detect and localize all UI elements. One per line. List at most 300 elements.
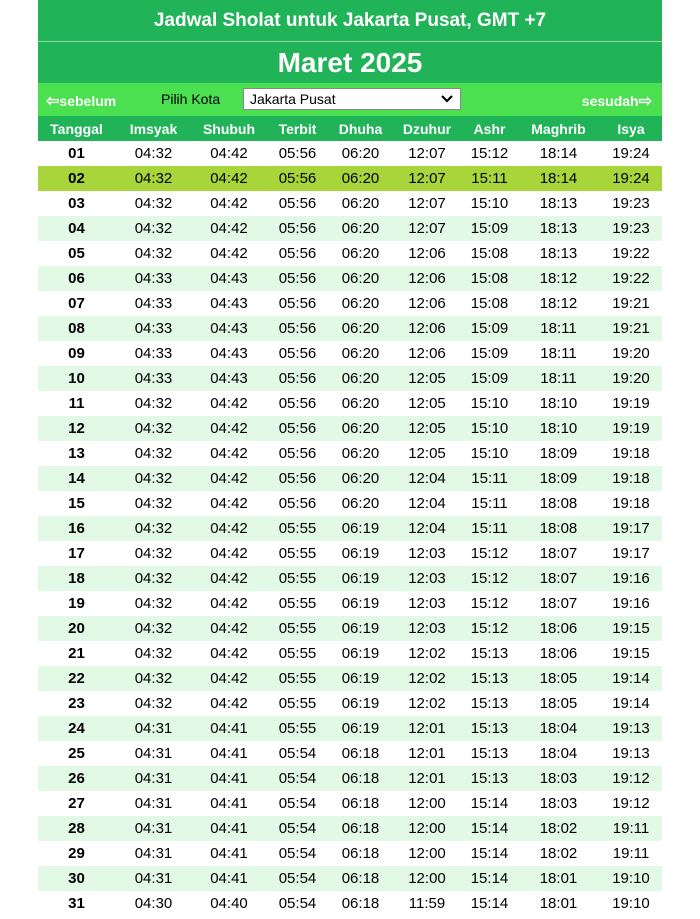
time-cell: 05:56 — [266, 466, 329, 491]
time-cell: 12:03 — [408, 545, 446, 562]
column-header: Maghrib — [517, 116, 600, 141]
table-row — [38, 566, 662, 591]
time-cell: 19:19 — [600, 416, 662, 441]
time-cell: 18:07 — [539, 545, 578, 562]
time-cell: 06:20 — [341, 295, 380, 312]
time-cell: 04:42 — [192, 516, 266, 541]
time-cell: 04:41 — [210, 795, 248, 812]
time-cell: 19:13 — [600, 716, 662, 741]
time-cell: 04:32 — [115, 216, 192, 241]
city-select-value: Jakarta Pusat — [250, 91, 336, 107]
time-cell: 18:10 — [539, 395, 578, 412]
time-cell: 15:10 — [462, 416, 517, 441]
date-cell: 08 — [38, 316, 115, 341]
time-cell: 05:56 — [278, 195, 317, 212]
time-cell: 18:14 — [517, 166, 600, 191]
time-cell: 06:19 — [329, 566, 392, 591]
time-cell: 15:12 — [462, 566, 517, 591]
time-cell: 06:18 — [341, 895, 380, 912]
time-cell: 18:07 — [539, 595, 578, 612]
time-cell: 04:42 — [210, 145, 248, 162]
time-cell: 15:14 — [470, 895, 509, 912]
time-cell: 05:56 — [278, 395, 317, 412]
date-cell: 12 — [38, 416, 115, 441]
table-row — [38, 891, 662, 916]
time-cell: 06:19 — [341, 695, 380, 712]
table-row — [38, 841, 662, 866]
time-cell: 18:02 — [517, 816, 600, 841]
time-cell: 06:20 — [341, 245, 380, 262]
time-cell: 04:33 — [134, 295, 173, 312]
arrow-left-icon: ⇦ — [46, 93, 60, 110]
date-cell: 11 — [68, 395, 85, 412]
date-cell: 23 — [68, 695, 85, 712]
time-cell: 15:13 — [470, 645, 509, 662]
time-cell: 04:31 — [115, 816, 192, 841]
time-cell: 06:20 — [341, 445, 380, 462]
arrow-right-icon: ⇨ — [638, 93, 652, 110]
time-cell: 18:12 — [517, 266, 600, 291]
table-row — [38, 416, 662, 441]
time-cell: 12:03 — [408, 595, 446, 612]
time-cell: 04:43 — [210, 345, 248, 362]
time-cell: 12:05 — [408, 445, 446, 462]
time-cell: 15:08 — [462, 266, 517, 291]
time-cell: 04:41 — [210, 845, 248, 862]
time-cell: 05:55 — [266, 566, 329, 591]
time-cell: 04:32 — [134, 395, 173, 412]
time-cell: 19:12 — [600, 766, 662, 791]
time-cell: 19:24 — [600, 166, 662, 191]
time-cell: 19:10 — [600, 866, 662, 891]
time-cell: 05:56 — [278, 495, 317, 512]
time-cell: 19:16 — [600, 566, 662, 591]
table-row — [38, 766, 662, 791]
date-cell: 21 — [68, 645, 85, 662]
time-cell: 04:31 — [134, 795, 173, 812]
time-cell: 18:13 — [539, 195, 578, 212]
time-cell: 04:32 — [134, 445, 173, 462]
date-cell: 07 — [68, 295, 85, 312]
table-row — [38, 166, 662, 191]
time-cell: 05:54 — [266, 766, 329, 791]
time-cell: 04:31 — [115, 716, 192, 741]
schedule-table — [38, 116, 662, 916]
time-cell: 12:01 — [392, 766, 462, 791]
time-cell: 12:00 — [392, 816, 462, 841]
time-cell: 05:56 — [266, 366, 329, 391]
column-header: Terbit — [266, 116, 329, 141]
table-row — [38, 866, 662, 891]
time-cell: 06:20 — [341, 345, 380, 362]
month-title: Maret 2025 — [277, 47, 423, 78]
time-cell: 15:11 — [462, 466, 517, 491]
time-cell: 05:55 — [278, 595, 317, 612]
time-cell: 04:42 — [192, 616, 266, 641]
next-label: sesudah — [581, 93, 639, 109]
time-cell: 15:11 — [462, 166, 517, 191]
column-header: Isya — [600, 116, 662, 141]
page-title: Jadwal Sholat untuk Jakarta Pusat, GMT +7 — [38, 0, 662, 42]
date-cell: 01 — [68, 145, 85, 162]
time-cell: 18:11 — [517, 316, 600, 341]
time-cell: 19:11 — [612, 845, 650, 862]
table-row — [38, 616, 662, 641]
next-month-link[interactable] — [582, 91, 652, 111]
time-cell: 12:01 — [408, 745, 446, 762]
time-cell: 15:10 — [470, 445, 509, 462]
date-cell: 15 — [68, 495, 85, 512]
date-cell: 25 — [68, 745, 85, 762]
time-cell: 18:05 — [517, 666, 600, 691]
time-cell: 18:09 — [539, 445, 578, 462]
time-cell: 05:56 — [278, 345, 317, 362]
time-cell: 18:07 — [517, 566, 600, 591]
date-cell: 17 — [68, 545, 85, 562]
chevron-down-icon — [440, 89, 454, 115]
time-cell: 06:18 — [341, 745, 380, 762]
time-cell: 12:03 — [392, 616, 462, 641]
time-cell: 18:01 — [517, 866, 600, 891]
prev-label: sebelum — [59, 93, 117, 109]
time-cell: 19:21 — [600, 316, 662, 341]
time-cell: 06:18 — [329, 816, 392, 841]
time-cell: 15:10 — [470, 395, 509, 412]
column-header: Dhuha — [329, 116, 392, 141]
time-cell: 12:00 — [408, 795, 446, 812]
prayer-schedule — [38, 0, 662, 916]
time-cell: 04:32 — [115, 416, 192, 441]
time-cell: 05:55 — [278, 695, 317, 712]
time-cell: 04:42 — [210, 645, 248, 662]
time-cell: 19:19 — [612, 395, 650, 412]
date-cell: 29 — [68, 845, 85, 862]
time-cell: 19:20 — [612, 345, 650, 362]
time-cell: 04:43 — [192, 266, 266, 291]
time-cell: 12:03 — [392, 566, 462, 591]
time-cell: 18:10 — [517, 416, 600, 441]
table-row — [38, 691, 662, 716]
date-cell: 22 — [38, 666, 115, 691]
time-cell: 05:55 — [278, 645, 317, 662]
table-row — [38, 466, 662, 491]
table-row — [38, 241, 662, 266]
time-cell: 19:24 — [612, 145, 650, 162]
table-row — [38, 441, 662, 466]
time-cell: 05:54 — [278, 895, 317, 912]
time-cell: 06:18 — [329, 766, 392, 791]
time-cell: 06:20 — [329, 316, 392, 341]
time-cell: 15:11 — [462, 516, 517, 541]
time-cell: 15:11 — [471, 495, 508, 512]
table-header-row — [38, 116, 662, 141]
time-cell: 15:09 — [462, 216, 517, 241]
time-cell: 06:19 — [329, 716, 392, 741]
time-cell: 19:16 — [612, 595, 650, 612]
table-row — [38, 666, 662, 691]
time-cell: 18:08 — [517, 516, 600, 541]
time-cell: 19:18 — [612, 495, 650, 512]
time-cell: 12:04 — [392, 466, 462, 491]
time-cell: 18:11 — [540, 345, 577, 362]
time-cell: 06:20 — [329, 266, 392, 291]
date-cell: 20 — [38, 616, 115, 641]
table-row — [38, 491, 662, 516]
time-cell: 15:13 — [470, 745, 509, 762]
time-cell: 18:12 — [539, 295, 578, 312]
time-cell: 05:56 — [266, 166, 329, 191]
time-cell: 06:20 — [341, 145, 380, 162]
table-row — [38, 716, 662, 741]
time-cell: 12:04 — [408, 495, 446, 512]
column-header: Imsyak — [115, 116, 192, 141]
time-cell: 12:06 — [408, 295, 446, 312]
time-cell: 04:42 — [210, 445, 248, 462]
time-cell: 06:19 — [341, 545, 380, 562]
prev-month-link[interactable] — [46, 91, 116, 111]
time-cell: 12:01 — [392, 716, 462, 741]
time-cell: 05:54 — [278, 745, 317, 762]
date-cell: 31 — [68, 895, 85, 912]
time-cell: 12:06 — [408, 345, 446, 362]
table-row — [38, 366, 662, 391]
time-cell: 19:13 — [612, 745, 650, 762]
time-cell: 05:56 — [278, 245, 317, 262]
column-header: Tanggal — [38, 116, 115, 141]
time-cell: 19:14 — [612, 695, 650, 712]
time-cell: 06:19 — [329, 666, 392, 691]
time-cell: 18:05 — [539, 695, 578, 712]
table-row — [38, 266, 662, 291]
table-body — [38, 141, 662, 916]
time-cell: 19:12 — [612, 795, 650, 812]
time-cell: 15:09 — [462, 366, 517, 391]
date-cell: 13 — [68, 445, 85, 462]
time-cell: 04:30 — [134, 895, 173, 912]
time-cell: 04:42 — [210, 695, 248, 712]
date-cell: 30 — [38, 866, 115, 891]
time-cell: 04:32 — [115, 666, 192, 691]
time-cell: 18:09 — [517, 466, 600, 491]
time-cell: 05:56 — [266, 416, 329, 441]
time-cell: 04:31 — [115, 766, 192, 791]
time-cell: 05:55 — [278, 545, 317, 562]
time-cell: 05:56 — [266, 266, 329, 291]
time-cell: 12:06 — [392, 316, 462, 341]
time-cell: 04:32 — [134, 545, 173, 562]
time-cell: 04:32 — [134, 195, 173, 212]
table-row — [38, 741, 662, 766]
time-cell: 05:55 — [266, 716, 329, 741]
time-cell: 11:59 — [408, 895, 446, 912]
time-cell: 04:42 — [192, 466, 266, 491]
time-cell: 04:41 — [192, 816, 266, 841]
time-cell: 19:23 — [600, 216, 662, 241]
time-cell: 12:02 — [408, 695, 446, 712]
time-cell: 19:22 — [612, 245, 650, 262]
time-cell: 05:54 — [278, 795, 317, 812]
time-cell: 04:43 — [192, 316, 266, 341]
time-cell: 04:32 — [134, 645, 173, 662]
time-cell: 19:17 — [600, 516, 662, 541]
time-cell: 15:13 — [462, 666, 517, 691]
nav-bar — [38, 83, 662, 116]
time-cell: 15:14 — [470, 795, 509, 812]
time-cell: 05:54 — [278, 845, 317, 862]
time-cell: 18:01 — [539, 895, 578, 912]
time-cell: 15:09 — [470, 345, 509, 362]
column-header: Shubuh — [192, 116, 266, 141]
time-cell: 18:04 — [517, 716, 600, 741]
time-cell: 04:41 — [192, 766, 266, 791]
time-cell: 04:32 — [115, 466, 192, 491]
time-cell: 04:32 — [134, 145, 173, 162]
time-cell: 18:06 — [517, 616, 600, 641]
time-cell: 12:05 — [392, 366, 462, 391]
time-cell: 04:32 — [134, 695, 173, 712]
time-cell: 06:19 — [329, 616, 392, 641]
time-cell: 15:12 — [470, 595, 509, 612]
time-cell: 18:13 — [539, 245, 578, 262]
time-cell: 04:43 — [210, 295, 248, 312]
date-cell: 27 — [68, 795, 85, 812]
time-cell: 19:10 — [612, 895, 650, 912]
time-cell: 06:20 — [329, 216, 392, 241]
table-row — [38, 341, 662, 366]
time-cell: 05:54 — [266, 816, 329, 841]
time-cell: 15:14 — [470, 845, 509, 862]
time-cell: 04:42 — [192, 216, 266, 241]
city-select[interactable] — [243, 88, 461, 110]
time-cell: 06:19 — [329, 516, 392, 541]
time-cell: 18:03 — [517, 766, 600, 791]
time-cell: 19:14 — [600, 666, 662, 691]
table-row — [38, 541, 662, 566]
table-row — [38, 291, 662, 316]
city-label: Pilih Kota — [161, 91, 221, 107]
time-cell: 19:23 — [612, 195, 650, 212]
time-cell: 15:08 — [470, 295, 509, 312]
time-cell: 18:04 — [539, 745, 578, 762]
time-cell: 04:40 — [210, 895, 248, 912]
time-cell: 04:42 — [192, 416, 266, 441]
date-cell: 28 — [38, 816, 115, 841]
time-cell: 12:07 — [392, 216, 462, 241]
time-cell: 15:09 — [462, 316, 517, 341]
date-cell: 14 — [38, 466, 115, 491]
time-cell: 12:00 — [392, 866, 462, 891]
time-cell: 04:31 — [134, 845, 173, 862]
time-cell: 04:32 — [134, 595, 173, 612]
table-row — [38, 316, 662, 341]
time-cell: 18:14 — [539, 145, 578, 162]
time-cell: 06:18 — [341, 795, 380, 812]
time-cell: 04:32 — [115, 616, 192, 641]
time-cell: 04:33 — [115, 316, 192, 341]
time-cell: 05:54 — [266, 866, 329, 891]
time-cell: 12:06 — [392, 266, 462, 291]
table-row — [38, 216, 662, 241]
date-cell: 10 — [38, 366, 115, 391]
date-cell: 19 — [68, 595, 85, 612]
time-cell: 04:42 — [192, 666, 266, 691]
time-cell: 06:20 — [329, 166, 392, 191]
time-cell: 04:42 — [210, 195, 248, 212]
time-cell: 12:02 — [408, 645, 446, 662]
time-cell: 05:55 — [266, 666, 329, 691]
time-cell: 12:06 — [408, 245, 446, 262]
date-cell: 26 — [38, 766, 115, 791]
time-cell: 05:55 — [266, 516, 329, 541]
time-cell: 04:32 — [134, 245, 173, 262]
time-cell: 04:42 — [210, 495, 248, 512]
time-cell: 04:32 — [115, 516, 192, 541]
table-row — [38, 641, 662, 666]
time-cell: 12:05 — [392, 416, 462, 441]
time-cell: 04:32 — [115, 166, 192, 191]
time-cell: 15:13 — [462, 766, 517, 791]
time-cell: 15:14 — [462, 816, 517, 841]
date-cell: 02 — [38, 166, 115, 191]
date-cell: 18 — [38, 566, 115, 591]
time-cell: 19:18 — [612, 445, 650, 462]
time-cell: 04:41 — [192, 866, 266, 891]
time-cell: 04:42 — [210, 595, 248, 612]
time-cell: 04:32 — [134, 495, 173, 512]
table-row — [38, 391, 662, 416]
time-cell: 04:42 — [192, 566, 266, 591]
time-cell: 15:13 — [470, 695, 509, 712]
date-cell: 04 — [38, 216, 115, 241]
time-cell: 05:56 — [266, 216, 329, 241]
time-cell: 15:12 — [470, 545, 509, 562]
date-cell: 06 — [38, 266, 115, 291]
time-cell: 06:18 — [341, 845, 380, 862]
time-cell: 19:18 — [600, 466, 662, 491]
table-row — [38, 191, 662, 216]
time-cell: 06:19 — [341, 595, 380, 612]
time-cell: 06:18 — [329, 866, 392, 891]
time-cell: 04:31 — [115, 866, 192, 891]
time-cell: 04:33 — [115, 266, 192, 291]
time-cell: 18:02 — [539, 845, 578, 862]
time-cell: 04:41 — [210, 745, 248, 762]
time-cell: 15:12 — [462, 616, 517, 641]
time-cell: 04:31 — [134, 745, 173, 762]
time-cell: 12:07 — [392, 166, 462, 191]
time-cell: 04:42 — [210, 545, 248, 562]
time-cell: 19:11 — [600, 816, 662, 841]
column-header: Dzuhur — [392, 116, 462, 141]
time-cell: 18:11 — [517, 366, 600, 391]
time-cell: 19:21 — [612, 295, 650, 312]
time-cell: 12:05 — [408, 395, 446, 412]
table-row — [38, 516, 662, 541]
time-cell: 06:20 — [341, 195, 380, 212]
time-cell: 12:07 — [408, 195, 446, 212]
time-cell: 05:56 — [266, 316, 329, 341]
time-cell: 12:02 — [392, 666, 462, 691]
header — [38, 0, 662, 83]
time-cell: 12:00 — [408, 845, 446, 862]
time-cell: 04:42 — [210, 395, 248, 412]
time-cell: 06:19 — [341, 645, 380, 662]
time-cell: 12:07 — [408, 145, 446, 162]
time-cell: 06:20 — [341, 495, 380, 512]
time-cell: 04:41 — [192, 716, 266, 741]
time-cell: 15:08 — [470, 245, 509, 262]
time-cell: 15:12 — [470, 145, 509, 162]
